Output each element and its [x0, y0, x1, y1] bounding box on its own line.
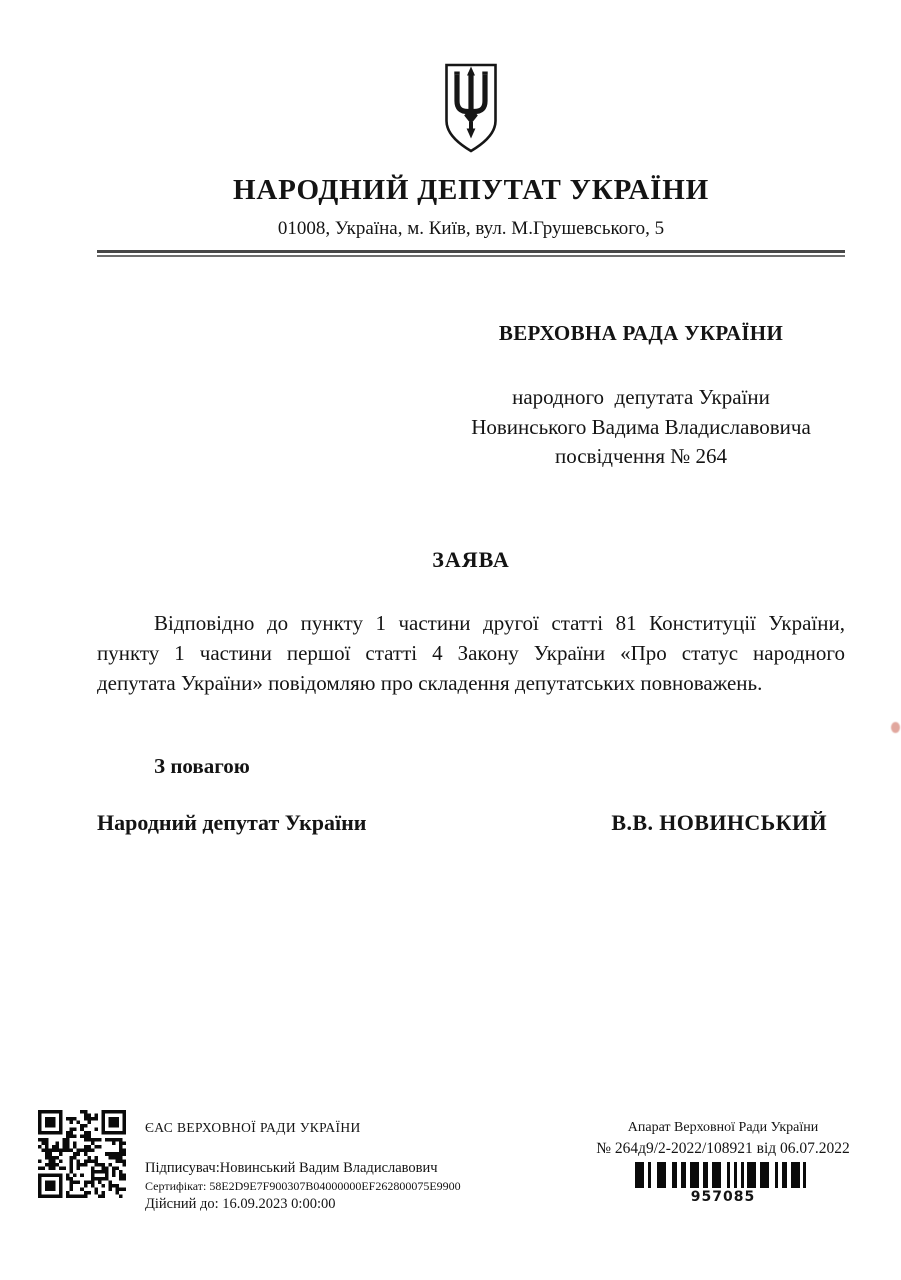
addressee-block [455, 321, 827, 472]
statement-body-line: Відповідно до пункту 1 частини другої статті 81 Конституції України, [154, 610, 845, 635]
signature-position: Народний депутат України [97, 809, 367, 835]
statement-body-line: депутата України» повідомляю про складення депутатських повноважень. [97, 670, 763, 695]
signature-row [97, 810, 845, 836]
signature-closing: З повагою [154, 753, 250, 778]
addressee-from-line: посвідчення № 264 [554, 444, 728, 469]
addressee-org: ВЕРХОВНА РАДА УКРАЇНИ [498, 321, 784, 346]
certificate-line: Сертифікат: 58E2D9E7F900307B04000000EF262800075E9900 [145, 1179, 461, 1193]
registry-number: № 264д9/2-2022/108921 від 06.07.2022 [596, 1140, 850, 1157]
red-scan-mark [891, 722, 900, 733]
addressee-from-line: народного депутата України [512, 385, 770, 410]
registration-stamp [592, 1120, 854, 1205]
qr-code-icon [38, 1110, 126, 1198]
letterhead [97, 0, 845, 257]
letterhead-address: 01008, Україна, м. Київ, вул. М.Грушевського, 5 [277, 218, 665, 240]
registry-org: Апарат Верховної Ради України [627, 1120, 819, 1135]
addressee-from-line: Новинського Вадима Владиславовича [471, 414, 811, 439]
barcode-number: 957085 [690, 1189, 756, 1205]
eas-label: ЄАС ВЕРХОВНОЇ РАДИ УКРАЇНИ [145, 1120, 361, 1135]
valid-until-line: Дійсний до: 16.09.2023 0:00:00 [145, 1196, 336, 1212]
signature-name: В.В. НОВИНСЬКИЙ [611, 809, 827, 835]
ukraine-tryzub-emblem-icon [441, 62, 501, 154]
letterhead-divider [97, 250, 845, 257]
esignature-stamp [38, 1110, 461, 1213]
signer-line: Підписувач:Новинський Вадим Владиславович [145, 1160, 438, 1176]
statement-body [97, 608, 845, 698]
letterhead-title: НАРОДНИЙ ДЕПУТАТ УКРАЇНИ [233, 174, 709, 206]
barcode-icon [635, 1162, 811, 1188]
statement-title: ЗАЯВА [432, 546, 510, 572]
statement-body-line: пункту 1 частини першої статті 4 Закону України «Про статус народного [97, 640, 845, 665]
